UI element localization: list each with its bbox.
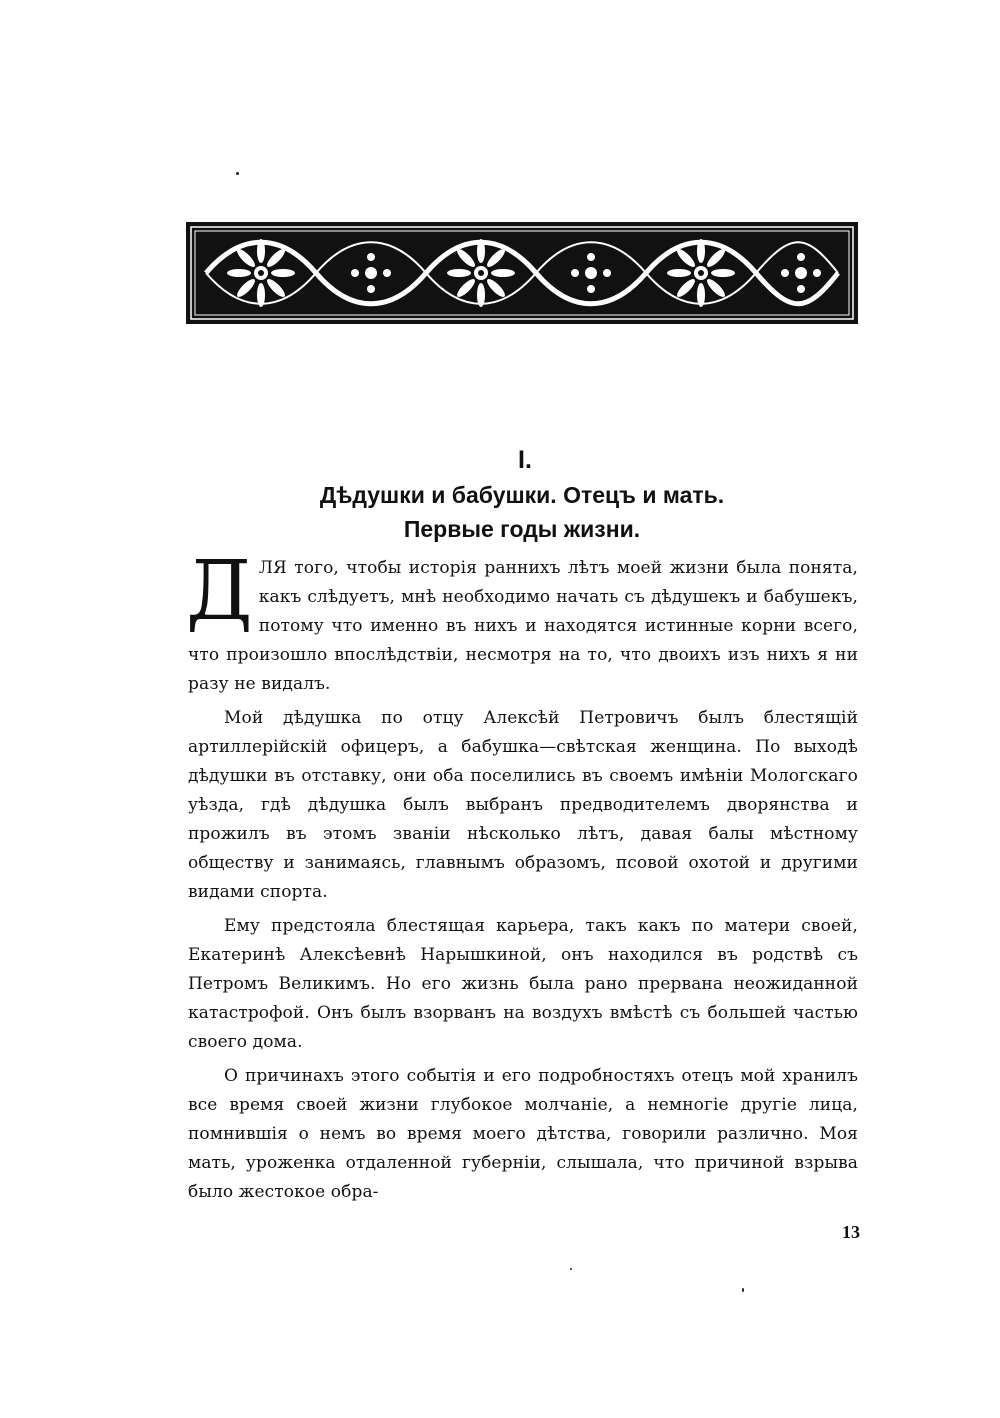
page-speck <box>236 172 239 175</box>
page-speck <box>742 1288 744 1292</box>
chapter-number: I. <box>518 446 532 474</box>
paragraph-3: Ему предстояла блестящая карьера, такъ какъ по матери своей, Екатеринѣ Алексѣевнѣ Нарышкиной, онъ находился въ родствѣ съ Петромъ Великимъ. Но его жизнь была рано прервана неожиданной катастрофой. Онъ былъ взорванъ на воздухъ вмѣстѣ съ большей частью своего дома. <box>188 916 858 1052</box>
paragraph-4: О причинахъ этого событія и его подробностяхъ отецъ мой хранилъ все время своей жизни глубокое молчаніе, а немногіе другіе лица, помнившія о немъ во время моего дѣтства, говорили различно. Моя мать, уроженка отдаленной губерніи, слышала, что причиной взрыва было жестокое обра- <box>188 1066 858 1202</box>
page-number: 13 <box>842 1222 860 1242</box>
chapter-title-line-2: Первые годы жизни. <box>403 516 641 542</box>
paragraph-1-text: ЛЯ того, чтобы исторія раннихъ лѣтъ моей жизни была понята, какъ слѣдуетъ, мнѣ необходимо начать съ дѣдушекъ и бабушекъ, потому что именно въ нихъ и находятся истинные корни всего, что произошло впослѣдствіи, несмотря на то, что двоихъ изъ нихъ я ни разу не видалъ. <box>188 558 858 694</box>
ornamental-headpiece <box>186 222 858 324</box>
chapter-title <box>186 478 858 546</box>
page-speck <box>570 1268 572 1270</box>
chapter-body <box>186 544 858 1207</box>
drop-cap: Д <box>186 544 253 639</box>
paragraph-1 <box>186 544 858 699</box>
chapter-title-line-1: Дѣдушки и бабушки. Отецъ и мать. <box>319 482 725 508</box>
paragraph-2: Мой дѣдушка по отцу Алексѣй Петровичъ былъ блестящій артиллерійскій офицеръ, а бабушка—свѣтская женщина. По выходѣ дѣдушки въ отставку, они оба поселились въ своемъ имѣніи Мологскаго уѣзда, гдѣ дѣдушка былъ выбранъ предводителемъ дворянства и прожилъ въ этомъ званіи нѣсколько лѣтъ, давая балы мѣстному обществу и занимаясь, главнымъ образомъ, псовой охотой и другими видами спорта. <box>188 708 858 902</box>
